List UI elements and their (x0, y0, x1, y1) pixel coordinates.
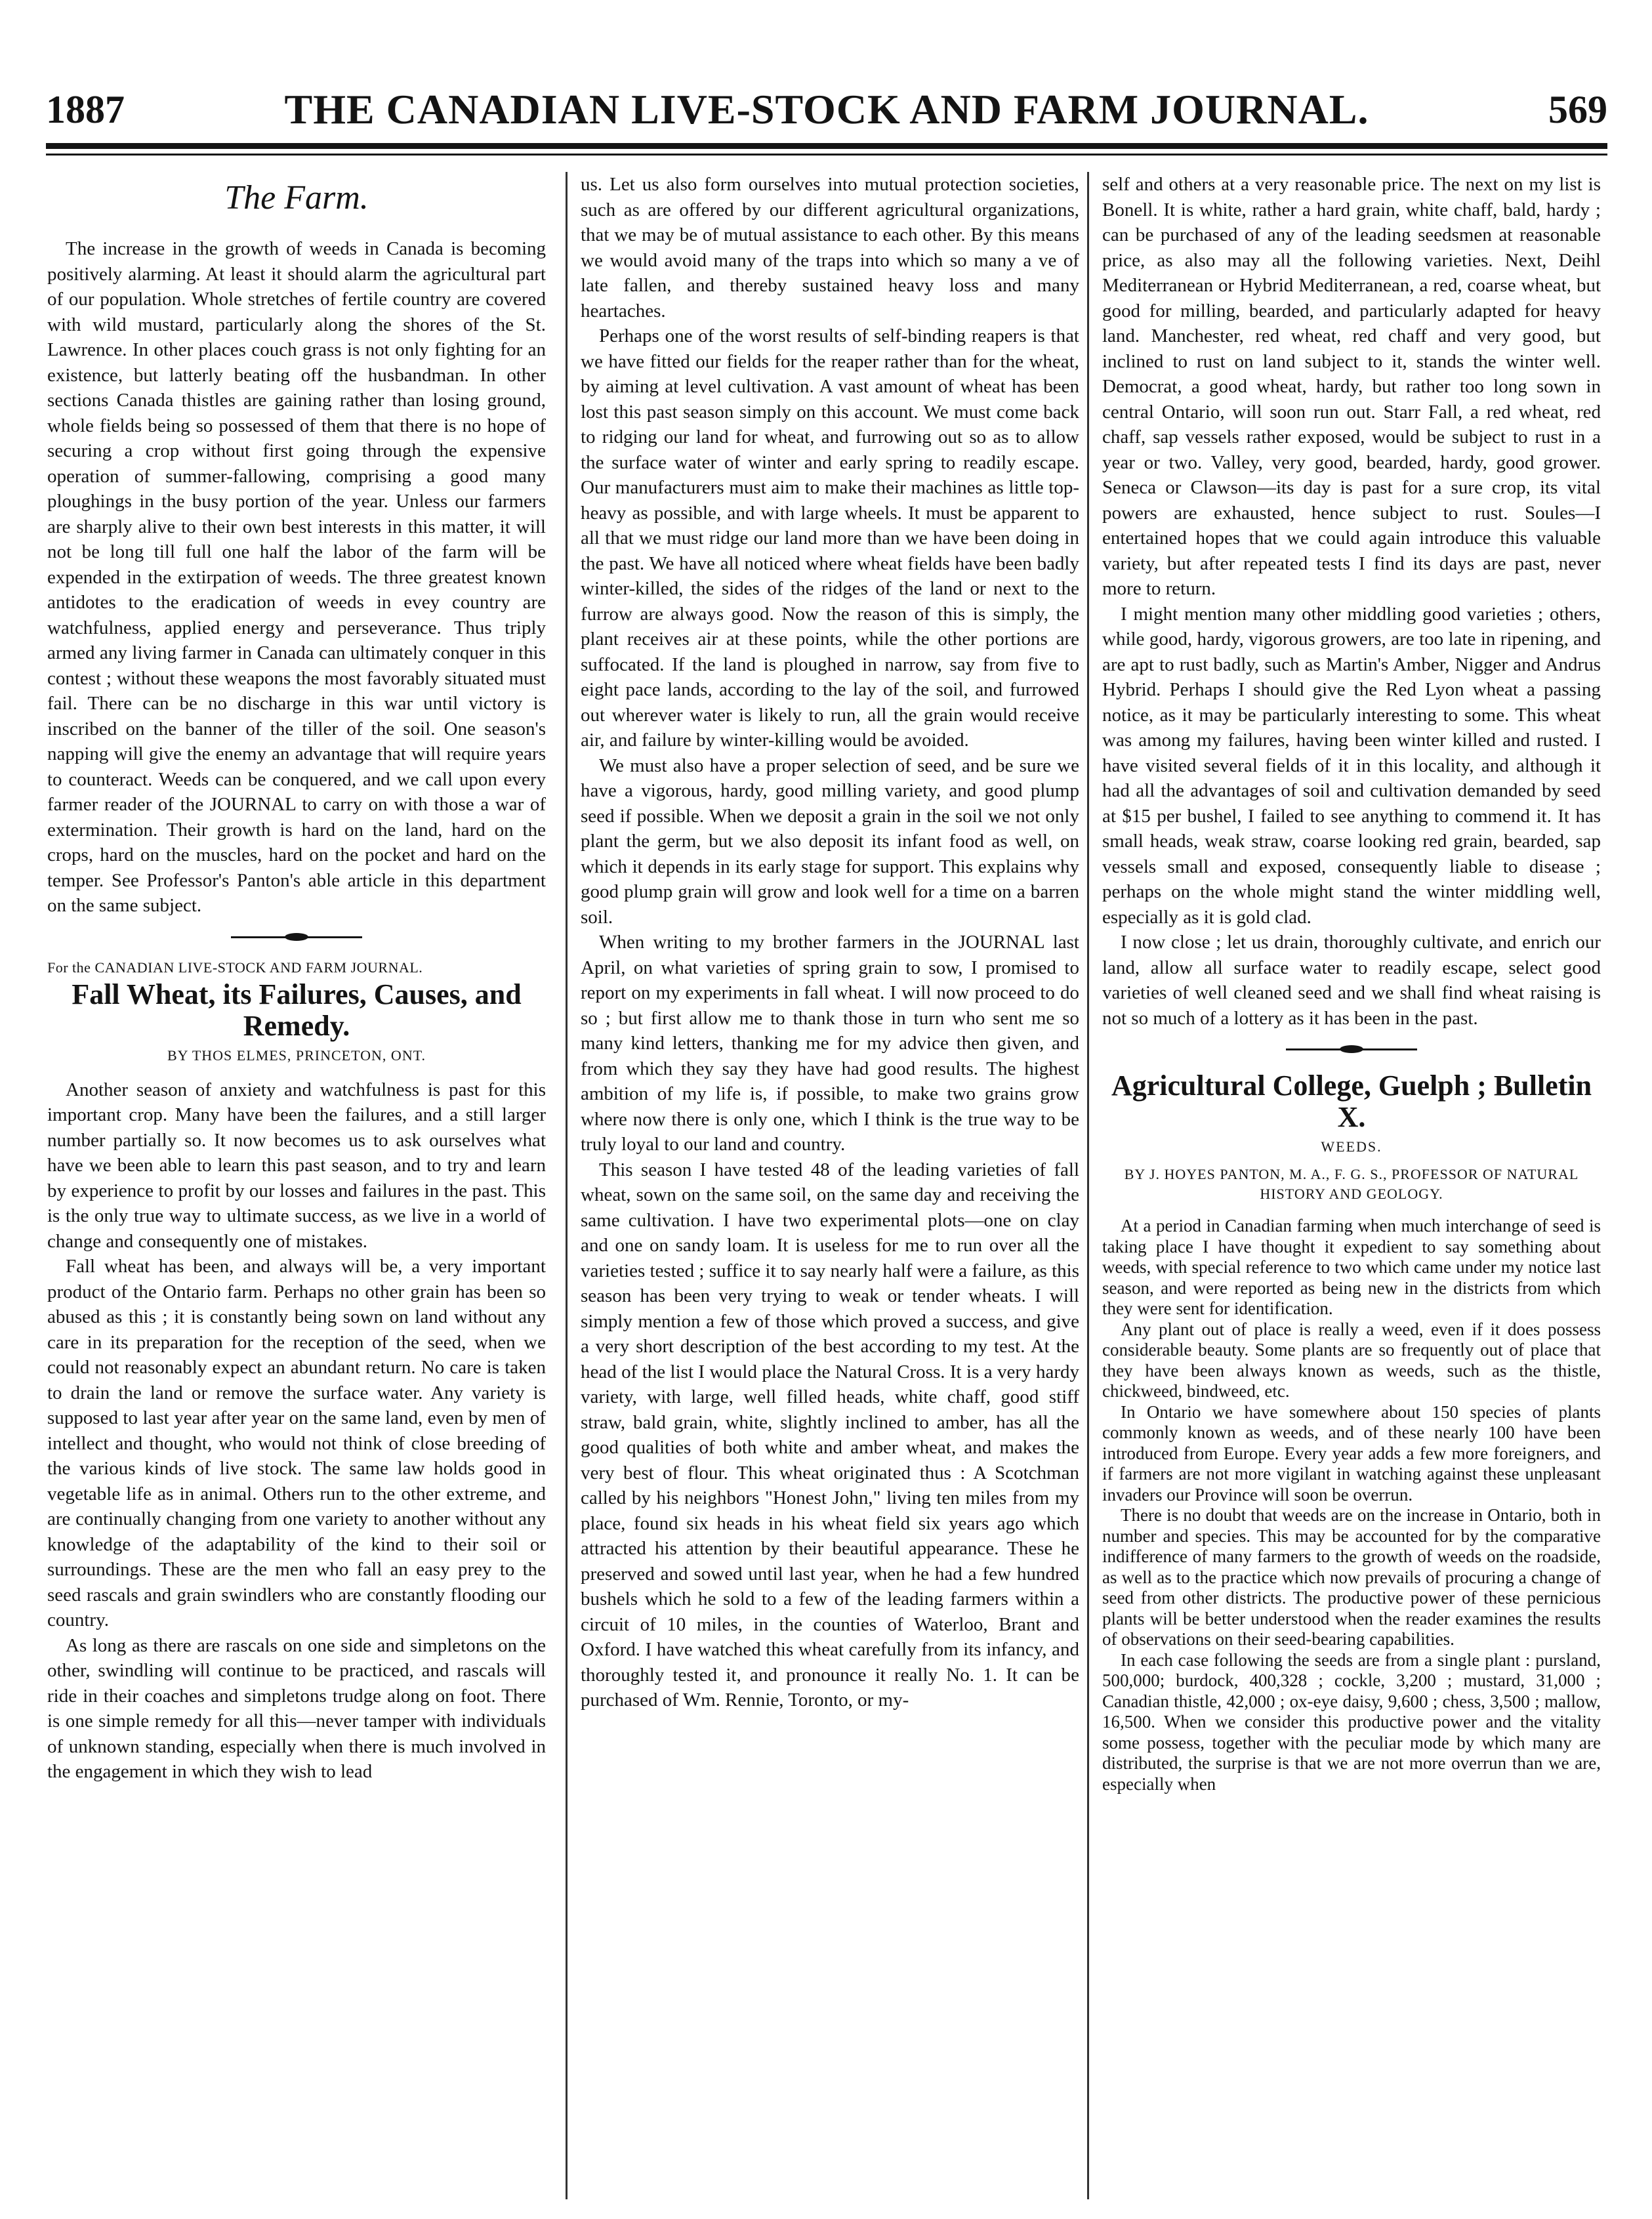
section-divider (231, 933, 362, 941)
article-byline: BY THOS ELMES, PRINCETON, ONT. (167, 1047, 426, 1064)
section-title-the-farm: The Farm. (224, 179, 369, 217)
article-byline: BY J. HOYES PANTON, M. A., F. G. S., PROFESSOR OF NATURAL HISTORY AND GEOLOGY. (1124, 1166, 1579, 1202)
article-paragraph: In Ontario we have somewhere about 150 species of plants commonly known as weeds, and of these nearly 100 have been introduced from Europe. Every year adds a few more foreigners, and if farmers are not more vigilant in watching against these unpleasant invaders our Province will soon be overrun. (1102, 1401, 1601, 1504)
article-paragraph: I now close ; let us drain, thoroughly cultivate, and enrich our land, allow all surface water to readily escape, select good varieties of well cleaned seed and we shall find wheat raising is not so much of a lottery as it has been in the past. (1102, 932, 1601, 1029)
article-paragraph: There is no doubt that weeds are on the increase in Ontario, both in number and species. This may be accounted for by the comparative indifference of many farmers to the growth of weeds on the roadside, as well as to the practice which now prevails of procuring a change of seed from other districts. The productive power of these pernicious plants will be better understood when the reader examines the results of observations on their seed-bearing capabilities. (1102, 1505, 1601, 1649)
column-rule-2 (1087, 172, 1089, 2199)
article-kicker: For the CANADIAN LIVE-STOCK AND FARM JOURNAL. (47, 959, 423, 976)
article-paragraph: This season I have tested 48 of the leading varieties of fall wheat, sown on the same soil, on the same day and receiving the same cultivation. I have two experimental plots—one on clay and one on sandy loam. It is useless for me to run over all the varieties tested ; suffice it to say nearly half were a failure, as this season has been very trying to weak or tender wheats. I will simply mention a few of those which proved a success, and give a very short description of the best according to my test. At the head of the list I would place the Natural Cross. It is a very hardy variety, with large, well filled heads, white chaff, good stiff straw, bald grain, white, slightly inclined to amber, has all the good qualities of both white and amber wheat, and makes the very best of flour. This wheat originated thus : A Scotchman called by his neighbors "Honest John," living ten miles from my place, found six heads in his wheat field six years ago which attracted his attention by their beautiful appearance. These he preserved and sowed until last year, when he had a few hundred bushels which he sold to a few of the leading farmers within a circuit of 10 miles, in the counties of Waterloo, Brant and Oxford. I have watched this wheat carefully from its infancy, and thoroughly tested it, and pronounce it really No. 1. It can be purchased of Wm. Rennie, Toronto, or my- (581, 1159, 1079, 1711)
article-paragraph: We must also have a proper selection of seed, and be sure we have a vigorous, hardy, good milling variety, and good plump seed if possible. When we deposit a grain in the soil we not only plant the germ, but we also deposit its infant food as well, on which it depends in its early stage for support. This explains why good plump grain will grow and look well for a time on a barren soil. (581, 755, 1079, 928)
bulletin-body (1102, 1216, 1601, 1794)
column-1 (47, 172, 546, 1785)
article-title-bulletin: Agricultural College, Guelph ; Bulletin X. (1111, 1069, 1592, 1133)
article-subtitle: WEEDS. (1321, 1138, 1382, 1155)
page-number: 569 (1548, 88, 1607, 131)
article-paragraph: us. Let us also form ourselves into mutual protection societies, such as are offered by our different agricultural organizations, that we may be of mutual assistance to each other. By this means we would avoid many of the traps into which so many a ve of late fallen, and thereby sustained heavy loss and many heartaches. (581, 174, 1079, 321)
article-paragraph: At a period in Canadian farming when much interchange of seed is taking place I have thought it expedient to say something about weeds, with special reference to two which came under my notice last season, and were reported as being new in the districts from which they were sent for identification. (1102, 1216, 1601, 1318)
farm-editorial-paragraph: The increase in the growth of weeds in Canada is becoming positively alarming. At least it should alarm the agricultural part of our population. Whole stretches of fertile country are covered with wild mustard, particularly along the shores of the St. Lawrence. In other places couch grass is not only fighting for an existence, but latterly beating off the husbandman. In other sections Canada thistles are gaining rather than losing ground, whole fields being so possessed of them that there is no hope of securing a crop without first going through the expensive operation of summer-fallowing, comprising a good many ploughings in the busy portion of the year. Unless our farmers are sharply alive to their own best interests in this matter, it will not be long till full one half the labor of the farm will be expended in the extirpation of weeds. The three greatest known antidotes to the eradication of weeds in evey country are watchfulness, applied energy and perseverance. Thus triply armed any living farmer in Canada can ultimately conquer in this contest ; without these weapons the most favorably situated must fail. There can be no discharge in this war until victory is inscribed on the banner of the tiller of the soil. One season's napping will give the enemy an advantage that will require years to counteract. Weeds can be conquered, and we call upon every farmer reader of the JOURNAL to carry on with those a war of extermination. Their growth is hard on the land, hard on the crops, hard on the muscles, hard on the pocket and hard on the temper. See Professor's Panton's able article in this department on the same subject. (47, 238, 546, 916)
article-paragraph: I might mention many other middling good varieties ; others, while good, hardy, vigorous growers, are too late in ripening, and are apt to rust badly, such as Martin's Amber, Nigger and Andrus Hybrid. Perhaps I should give the Red Lyon wheat a passing notice, as it may be particularly interesting to some. This wheat was among my failures, having been winter killed and rusted. I have visited several fields of it in this locality, and although it had all the advantages of soil and cultivation demanded by seed at $15 per bushel, I failed to see anything to commend it. It has small heads, weak straw, coarse looking red grain, bearded, sap vessels small and exposed, consequently liable to disease ; perhaps on the whole might stand the winter middling well, especially as it is gold clad. (1102, 603, 1601, 928)
journal-title: THE CANADIAN LIVE-STOCK AND FARM JOURNAL. (284, 86, 1369, 133)
section-divider (1286, 1045, 1417, 1053)
article-paragraph: When writing to my brother farmers in the JOURNAL last April, on what varieties of spring grain to sow, I promised to report on my experiments in fall wheat. I will now proceed to do so ; but first allow me to thank those in turn who sent me so many kind letters, thanking me for my advice then given, and from which they say they have had good results. The highest ambition of my life is, if possible, to make two grains grow where now there is only one, which I think is the true way to be truly loyal to our land and country. (581, 932, 1079, 1155)
article-paragraph: Any plant out of place is really a weed, even if it does possess considerable beauty. Some plants are so frequently out of place that they have been always known as weeds, such as the thistle, chickweed, bindweed, etc. (1102, 1319, 1601, 1401)
article-paragraph: self and others at a very reasonable price. The next on my list is Bonell. It is white, rather a hard grain, white chaff, bald, hardy ; can be purchased of any of the leading seedsmen at reasonable price, as also may all the following varieties. Next, Deihl Mediterranean or Hybrid Mediterranean, a red, coarse wheat, but good for milling, bearded, and particularly adapted for heavy land. Manchester, red wheat, red chaff and very good, but inclined to rust on land subject to it, stands the winter well. Democrat, a good wheat, hardy, but rather too long sown in central Ontario, will soon run out. Starr Fall, a red wheat, red chaff, sap vessels rather exposed, would be subject to rust in a year or two. Valley, very good, bearded, hardy, good grower. Seneca or Clawson—its day is past for a sure crop, its vital powers are exhausted, hence subject to rust. Soules—I entertained hopes that we could again introduce this valuable variety, but after repeated tests I find its days are past, never more to return. (1102, 174, 1601, 599)
header-rule-thin (46, 154, 1607, 156)
article-paragraph: Perhaps one of the worst results of self-binding reapers is that we have fitted our fields for the reaper rather than for the wheat, by aiming at level cultivation. A vast amount of wheat has been lost this past season simply on this account. We must come back to ridging our land for wheat, and furrowing out so as to allow the surface water of winter and early spring to readily escape. Our manufacturers must aim to make their machines as little top-heavy as possible, and with large wheels. It must be apparent to all that we must ridge our land more than we have been doing in the past. We have all noticed where wheat fields have been badly winter-killed, the sides of the ridges of the land or next to the furrow are always good. Now the reason of this is simply, the plant receives air at these points, while the other portions are suffocated. If the land is ploughed in narrow, say from five to eight pace lands, according to the lay of the soil, and furrowed out wherever water is likely to run, all the grain would receive air, and failure by winter-killing would be avoided. (581, 325, 1079, 751)
column-rule-1 (566, 172, 568, 2199)
header-year: 1887 (46, 88, 125, 131)
article-paragraph: In each case following the seeds are from a single plant : pursland, 500,000; burdock, 400,328 ; cockle, 3,200 ; mustard, 31,000 ; Canadian thistle, 42,000 ; ox-eye daisy, 9,600 ; chess, 3,500 ; mallow, 16,500. When we consider this productive power and the vitality some possess, together with the peculiar mode by which many are distributed, the surprise is that we are not more overrun than we are, especially when (1102, 1649, 1601, 1794)
article-paragraph: As long as there are rascals on one side and simpletons on the other, swindling will continue to be practiced, and rascals will ride in their coaches and simpletons trudge along on foot. There is one simple remedy for all this—never tamper with individuals of unknown standing, especially when there is much involved in the engagement in which they wish to lead (47, 1634, 546, 1782)
column-2 (581, 172, 1079, 1713)
column-3 (1102, 172, 1601, 1794)
article-paragraph: Another season of anxiety and watchfulness is past for this important crop. Many have been the failures, and a still larger number partially so. It now becomes us to ask ourselves what have we been able to learn this past season, and to try and learn by experience to profit by our losses and failures in the past. This is the only true way to ultimate success, as we live in a world of change and consequently one of mistakes. (47, 1079, 546, 1252)
article-paragraph: Fall wheat has been, and always will be, a very important product of the Ontario farm. Perhaps no other grain has been so abused as this ; it is constantly being sown on land without any care in its preparation for the reception of the seed, when we could not reasonably expect an abundant return. No care is taken to drain the land or remove the surface water. Any variety is supposed to last year after year on the same land, even by men of intellect and thought, who would not think of close breeding of the various kinds of live stock. The same law holds good in vegetable life as in animal. Others run to the other extreme, and are continually changing from one variety to another without any knowledge of the adaptability of the kind to their soil or surroundings. These are the men who fall an easy prey to the seed rascals and grain swindlers who are constantly flooding our country. (47, 1256, 546, 1630)
header-rule-thick (46, 143, 1607, 149)
article-title-fall-wheat: Fall Wheat, its Failures, Causes, and Remedy. (72, 978, 522, 1042)
page-header (46, 80, 1607, 139)
